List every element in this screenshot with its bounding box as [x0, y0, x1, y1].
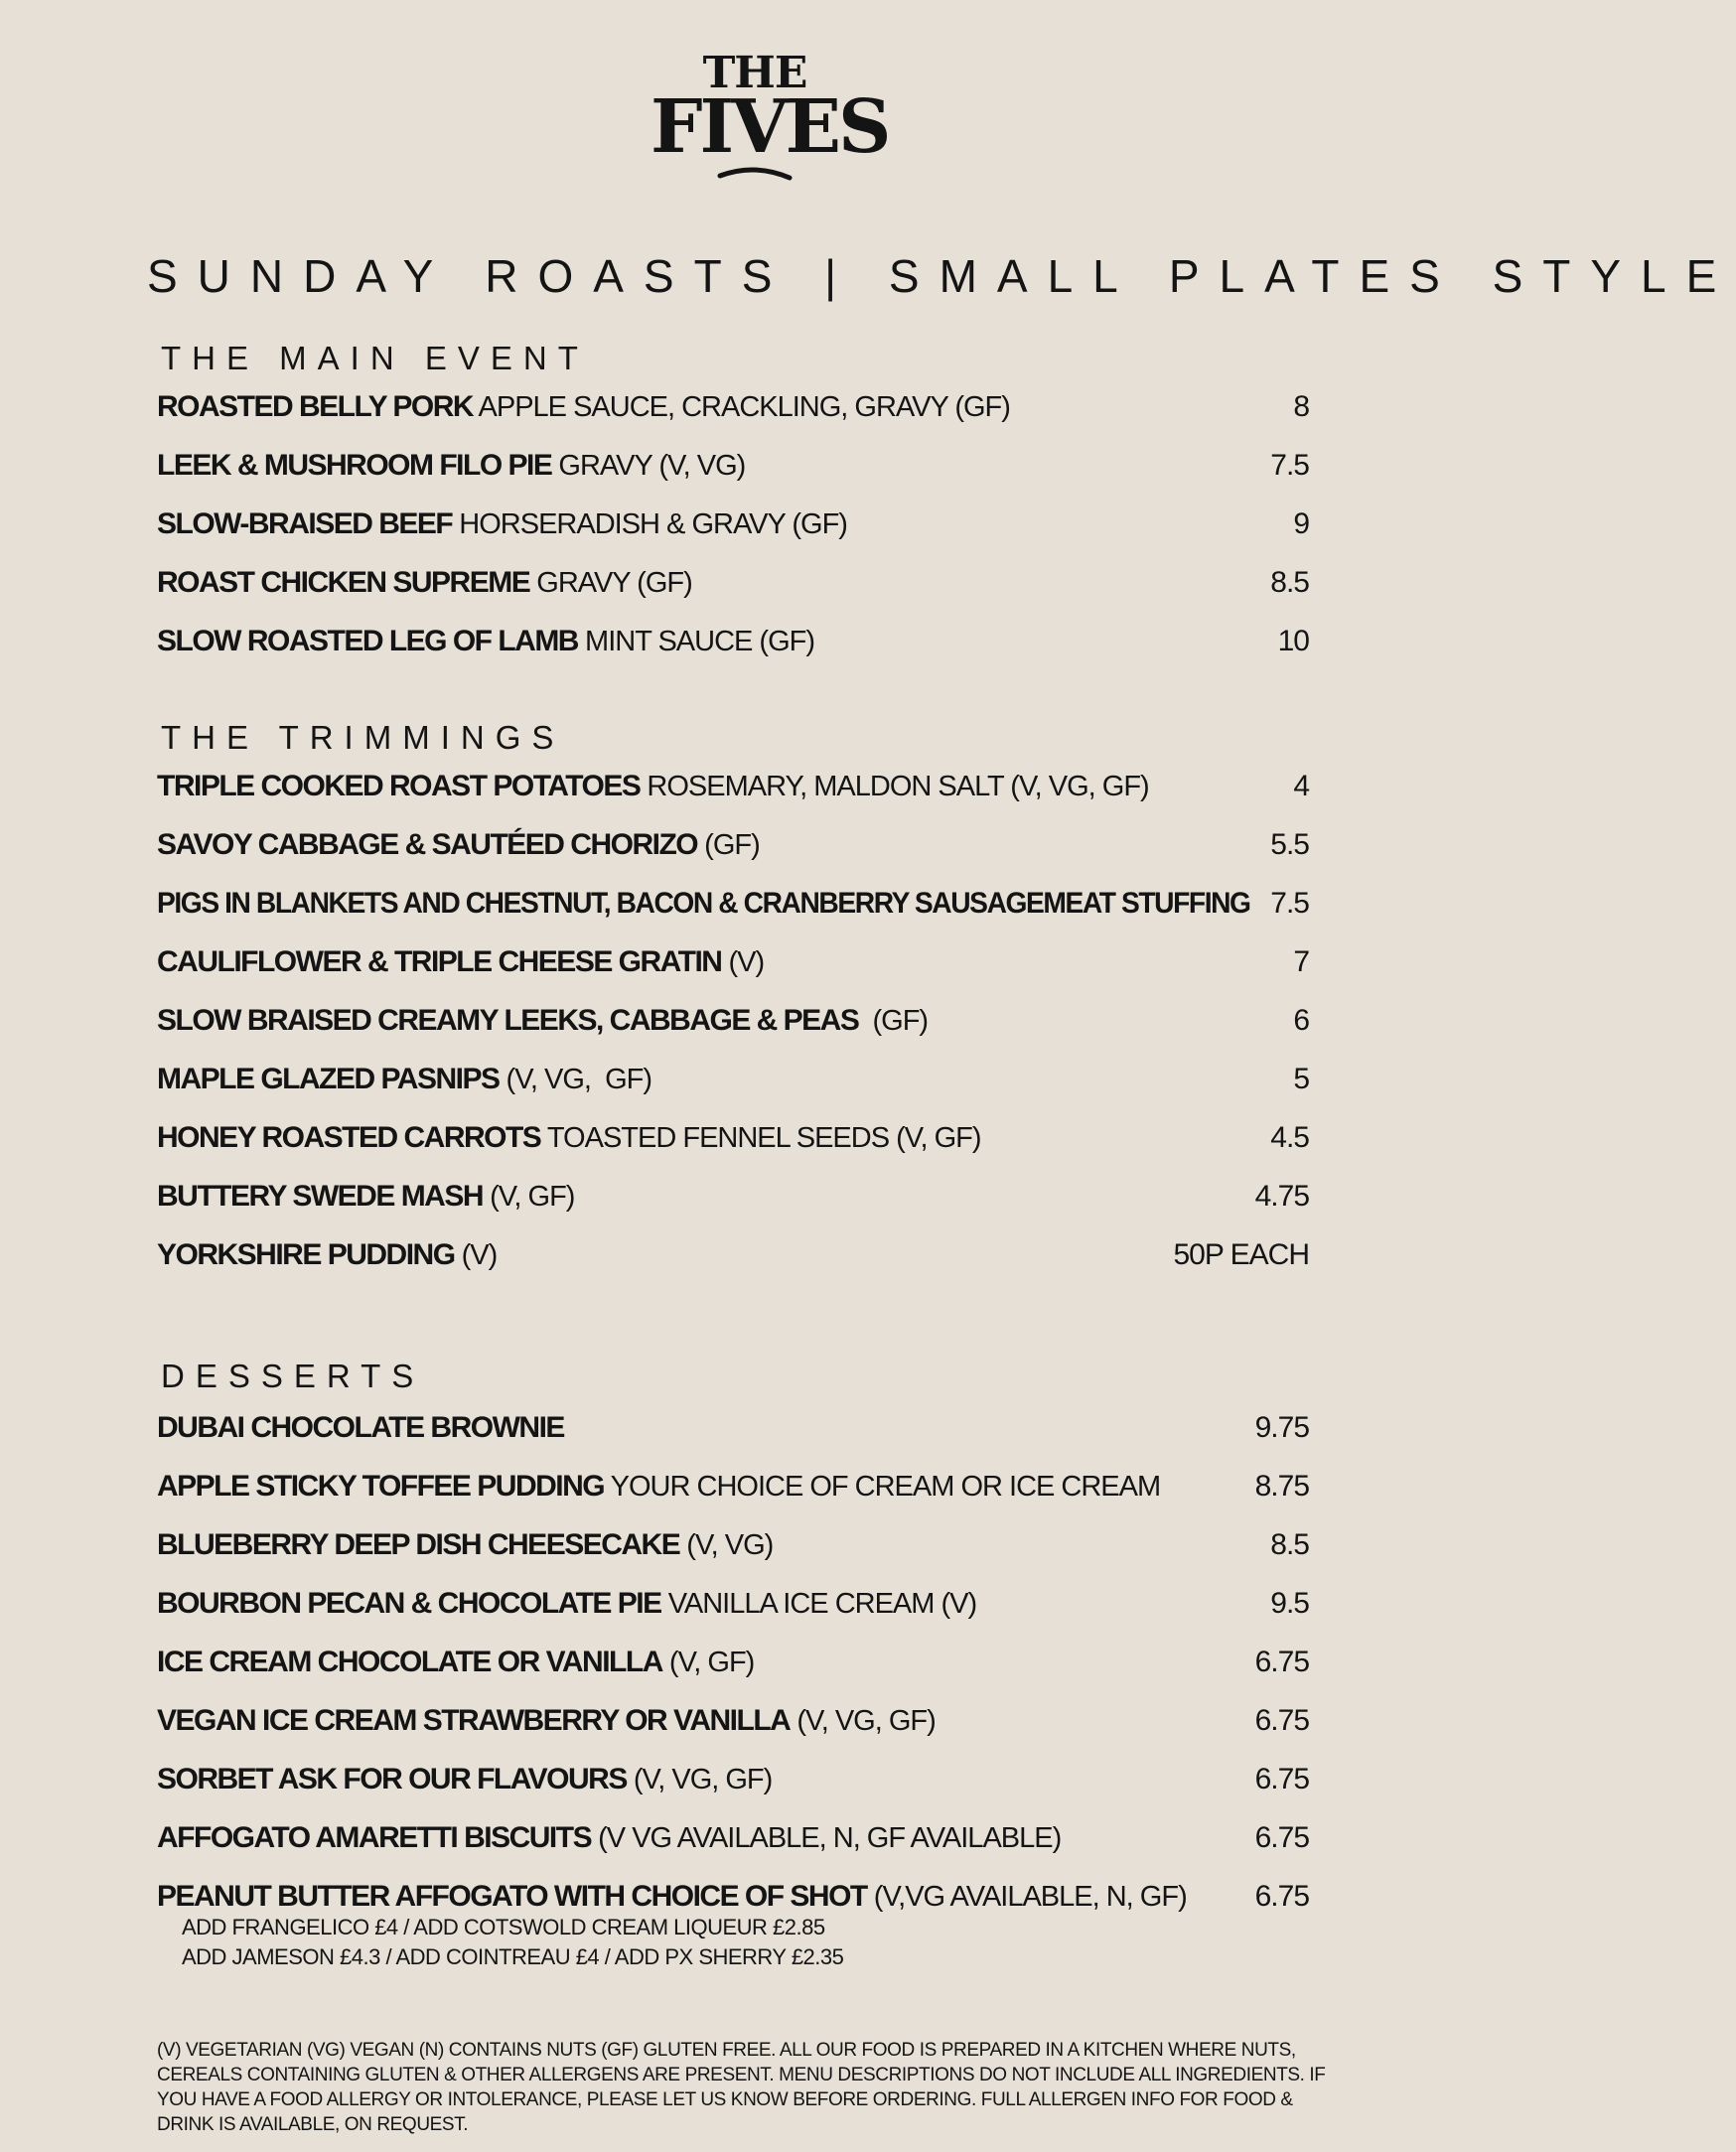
- menu-item: [157, 767, 1309, 806]
- menu-item-name: ROASTED BELLY PORK: [157, 390, 474, 423]
- menu-item-price: 7.5: [1270, 887, 1309, 920]
- menu-item-price: 8.5: [1270, 1528, 1309, 1561]
- menu-item-name: BUTTERY SWEDE MASH: [157, 1180, 484, 1213]
- menu-item-description: (V,VG AVAILABLE, N, GF): [866, 1881, 1187, 1913]
- menu-item-name: LEEK & MUSHROOM FILO PIE: [157, 449, 552, 482]
- menu-item: [157, 1060, 1309, 1099]
- menu-item-description: (V, GF): [483, 1181, 575, 1213]
- section-title-main-event: THE MAIN EVENT: [161, 340, 589, 376]
- menu-item-price: 7: [1293, 945, 1309, 978]
- menu-item-price: 7.5: [1270, 449, 1309, 482]
- menu-item-name: SORBET ASK FOR OUR FLAVOURS: [157, 1763, 627, 1795]
- section-title-trimmings: THE TRIMMINGS: [161, 719, 565, 756]
- menu-item-price: 6.75: [1254, 1646, 1309, 1678]
- menu-item-name: ICE CREAM CHOCOLATE OR VANILLA: [157, 1646, 662, 1678]
- menu-item-name: YORKSHIRE PUDDING: [157, 1238, 455, 1271]
- menu-item-description: (V, GF): [661, 1647, 755, 1678]
- allergen-footnote: (V) VEGETARIAN (VG) VEGAN (N) CONTAINS NUTS (GF) GLUTEN FREE. ALL OUR FOOD IS PREPARED IN A KITCHEN WHERE NUTS, CEREALS CONTAINING GLUTEN & OTHER ALLERGENS ARE PRESENT. MENU DESCRIPTIONS DO NOT INCLUDE ALL INGREDIENTS. IF YOU HAVE A FOOD ALLERGY OR INTOLERANCE, PLEASE LET US KNOW BEFORE ORDERING. FULL ALLERGEN INFO FOR FOOD & DRINK IS AVAILABLE, ON REQUEST.: [157, 2040, 1326, 2135]
- menu-item: [157, 622, 1309, 661]
- menu-item-price: 6.75: [1254, 1880, 1309, 1913]
- menu-item-description: GRAVY (V, VG): [551, 450, 746, 482]
- addon-line: ADD FRANGELICO £4 / ADD COTSWOLD CREAM LIQUEUR £2.85: [182, 1915, 825, 1939]
- menu-item-name: CAULIFLOWER & TRIPLE CHEESE GRATIN: [157, 945, 722, 978]
- menu-item-price: 4.75: [1254, 1180, 1309, 1213]
- menu-item: [157, 1118, 1309, 1158]
- menu-item-price: 9.5: [1270, 1587, 1309, 1620]
- menu-item-description: (V, VG): [679, 1529, 774, 1561]
- menu-item: [157, 1235, 1309, 1275]
- menu-item: [157, 1877, 1309, 1917]
- menu-item-price: 8: [1293, 390, 1309, 423]
- menu-item-name: TRIPLE COOKED ROAST POTATOES: [157, 770, 641, 802]
- menu-item: [157, 1177, 1309, 1217]
- logo-the: THE: [702, 48, 807, 98]
- menu-item-price: 9.75: [1254, 1411, 1309, 1444]
- menu-item-price: 6.75: [1254, 1704, 1309, 1737]
- menu-item: [157, 1001, 1309, 1041]
- menu-item-name: BLUEBERRY DEEP DISH CHEESECAKE: [157, 1528, 680, 1561]
- menu-item-description: GRAVY (GF): [529, 567, 692, 599]
- menu-item-name: SLOW BRAISED CREAMY LEEKS, CABBAGE & PEAS: [157, 1004, 859, 1037]
- menu-item-name: APPLE STICKY TOFFEE PUDDING: [157, 1470, 605, 1503]
- menu-item: [157, 1818, 1309, 1858]
- menu-item-name: SAVOY CABBAGE & SAUTÉED CHORIZO: [157, 828, 698, 861]
- menu-item-price: 6.75: [1254, 1763, 1309, 1795]
- menu-item: [157, 1701, 1309, 1741]
- menu-item: [157, 884, 1309, 924]
- menu-item-description: (GF): [697, 829, 760, 861]
- menu-item-price: 4.5: [1270, 1121, 1309, 1154]
- menu-item-description: (V): [721, 946, 765, 978]
- menu-item-name: ROAST CHICKEN SUPREME: [157, 566, 530, 599]
- menu-item-price: 9: [1293, 507, 1309, 540]
- logo-swash-icon: [651, 48, 889, 186]
- menu-item: [157, 1467, 1309, 1506]
- menu-item: [157, 1760, 1309, 1799]
- menu-item-description: TOASTED FENNEL SEEDS (V, GF): [540, 1122, 981, 1154]
- menu-item: [157, 504, 1309, 544]
- menu-item-name: PEANUT BUTTER AFFOGATO WITH CHOICE OF SHOT: [157, 1880, 867, 1913]
- menu-item-price: 8.75: [1254, 1470, 1309, 1503]
- menu-item-name: MAPLE GLAZED PASNIPS: [157, 1063, 500, 1095]
- menu-item-price: 6.75: [1254, 1821, 1309, 1854]
- menu-item-description: (V, VG, GF): [790, 1705, 936, 1737]
- menu-item: [157, 387, 1309, 427]
- menu-item: [157, 1525, 1309, 1565]
- menu-item-price: 5.5: [1270, 828, 1309, 861]
- menu-item-price: 6: [1293, 1004, 1309, 1037]
- menu-item-description: HORSERADISH & GRAVY (GF): [452, 508, 847, 540]
- brand-logo: [651, 48, 889, 186]
- menu-item-description: VANILLA ICE CREAM (V): [660, 1588, 977, 1620]
- menu-item-description: MINT SAUCE (GF): [577, 626, 815, 657]
- menu-item-name: SLOW ROASTED LEG OF LAMB: [157, 625, 578, 657]
- menu-item: [157, 563, 1309, 603]
- menu-item-name: AFFOGATO AMARETTI BISCUITS: [157, 1821, 592, 1854]
- menu-item-description: (V, VG, GF): [499, 1064, 651, 1095]
- menu-item-description: (GF): [858, 1005, 929, 1037]
- section-title-desserts: DESSERTS: [161, 1358, 425, 1394]
- menu-item: [157, 825, 1309, 865]
- menu-item-description: (V, VG, GF): [626, 1764, 773, 1795]
- menu-item-description: ROSEMARY, MALDON SALT (V, VG, GF): [640, 771, 1149, 802]
- menu-item-description: YOUR CHOICE OF CREAM OR ICE CREAM: [604, 1471, 1161, 1503]
- menu-item-name: DUBAI CHOCOLATE BROWNIE: [157, 1411, 564, 1444]
- menu-item-price: 8.5: [1270, 566, 1309, 599]
- logo-fives: FIVES: [651, 84, 889, 170]
- menu-item-price: 50P EACH: [1173, 1238, 1309, 1271]
- menu-item-price: 10: [1277, 625, 1309, 657]
- menu-title: SUNDAY ROASTS | SMALL PLATES STYLE: [147, 250, 1736, 302]
- menu-item-price: 5: [1293, 1063, 1309, 1095]
- menu-item-price: 4: [1293, 770, 1309, 802]
- menu-item: [157, 446, 1309, 486]
- menu-item-description: APPLE SAUCE, CRACKLING, GRAVY (GF): [473, 391, 1010, 423]
- menu-item-description: (V VG AVAILABLE, N, GF AVAILABLE): [591, 1822, 1062, 1854]
- menu-item: [157, 1643, 1309, 1682]
- menu-item-description: (V): [454, 1239, 498, 1271]
- addon-line: ADD JAMESON £4.3 / ADD COINTREAU £4 / ADD PX SHERRY £2.35: [182, 1944, 844, 1969]
- menu-item-name: SLOW-BRAISED BEEF: [157, 507, 453, 540]
- menu-item: [157, 1584, 1309, 1624]
- menu-item-name: HONEY ROASTED CARROTS: [157, 1121, 541, 1154]
- menu-item-name: VEGAN ICE CREAM STRAWBERRY OR VANILLA: [157, 1704, 791, 1737]
- menu-item-name: BOURBON PECAN & CHOCOLATE PIE: [157, 1587, 661, 1620]
- menu-item: [157, 942, 1309, 982]
- menu-item-name: PIGS IN BLANKETS AND CHESTNUT, BACON & CRANBERRY SAUSAGEMEAT STUFFING: [157, 887, 1250, 920]
- menu-item: [157, 1408, 1309, 1448]
